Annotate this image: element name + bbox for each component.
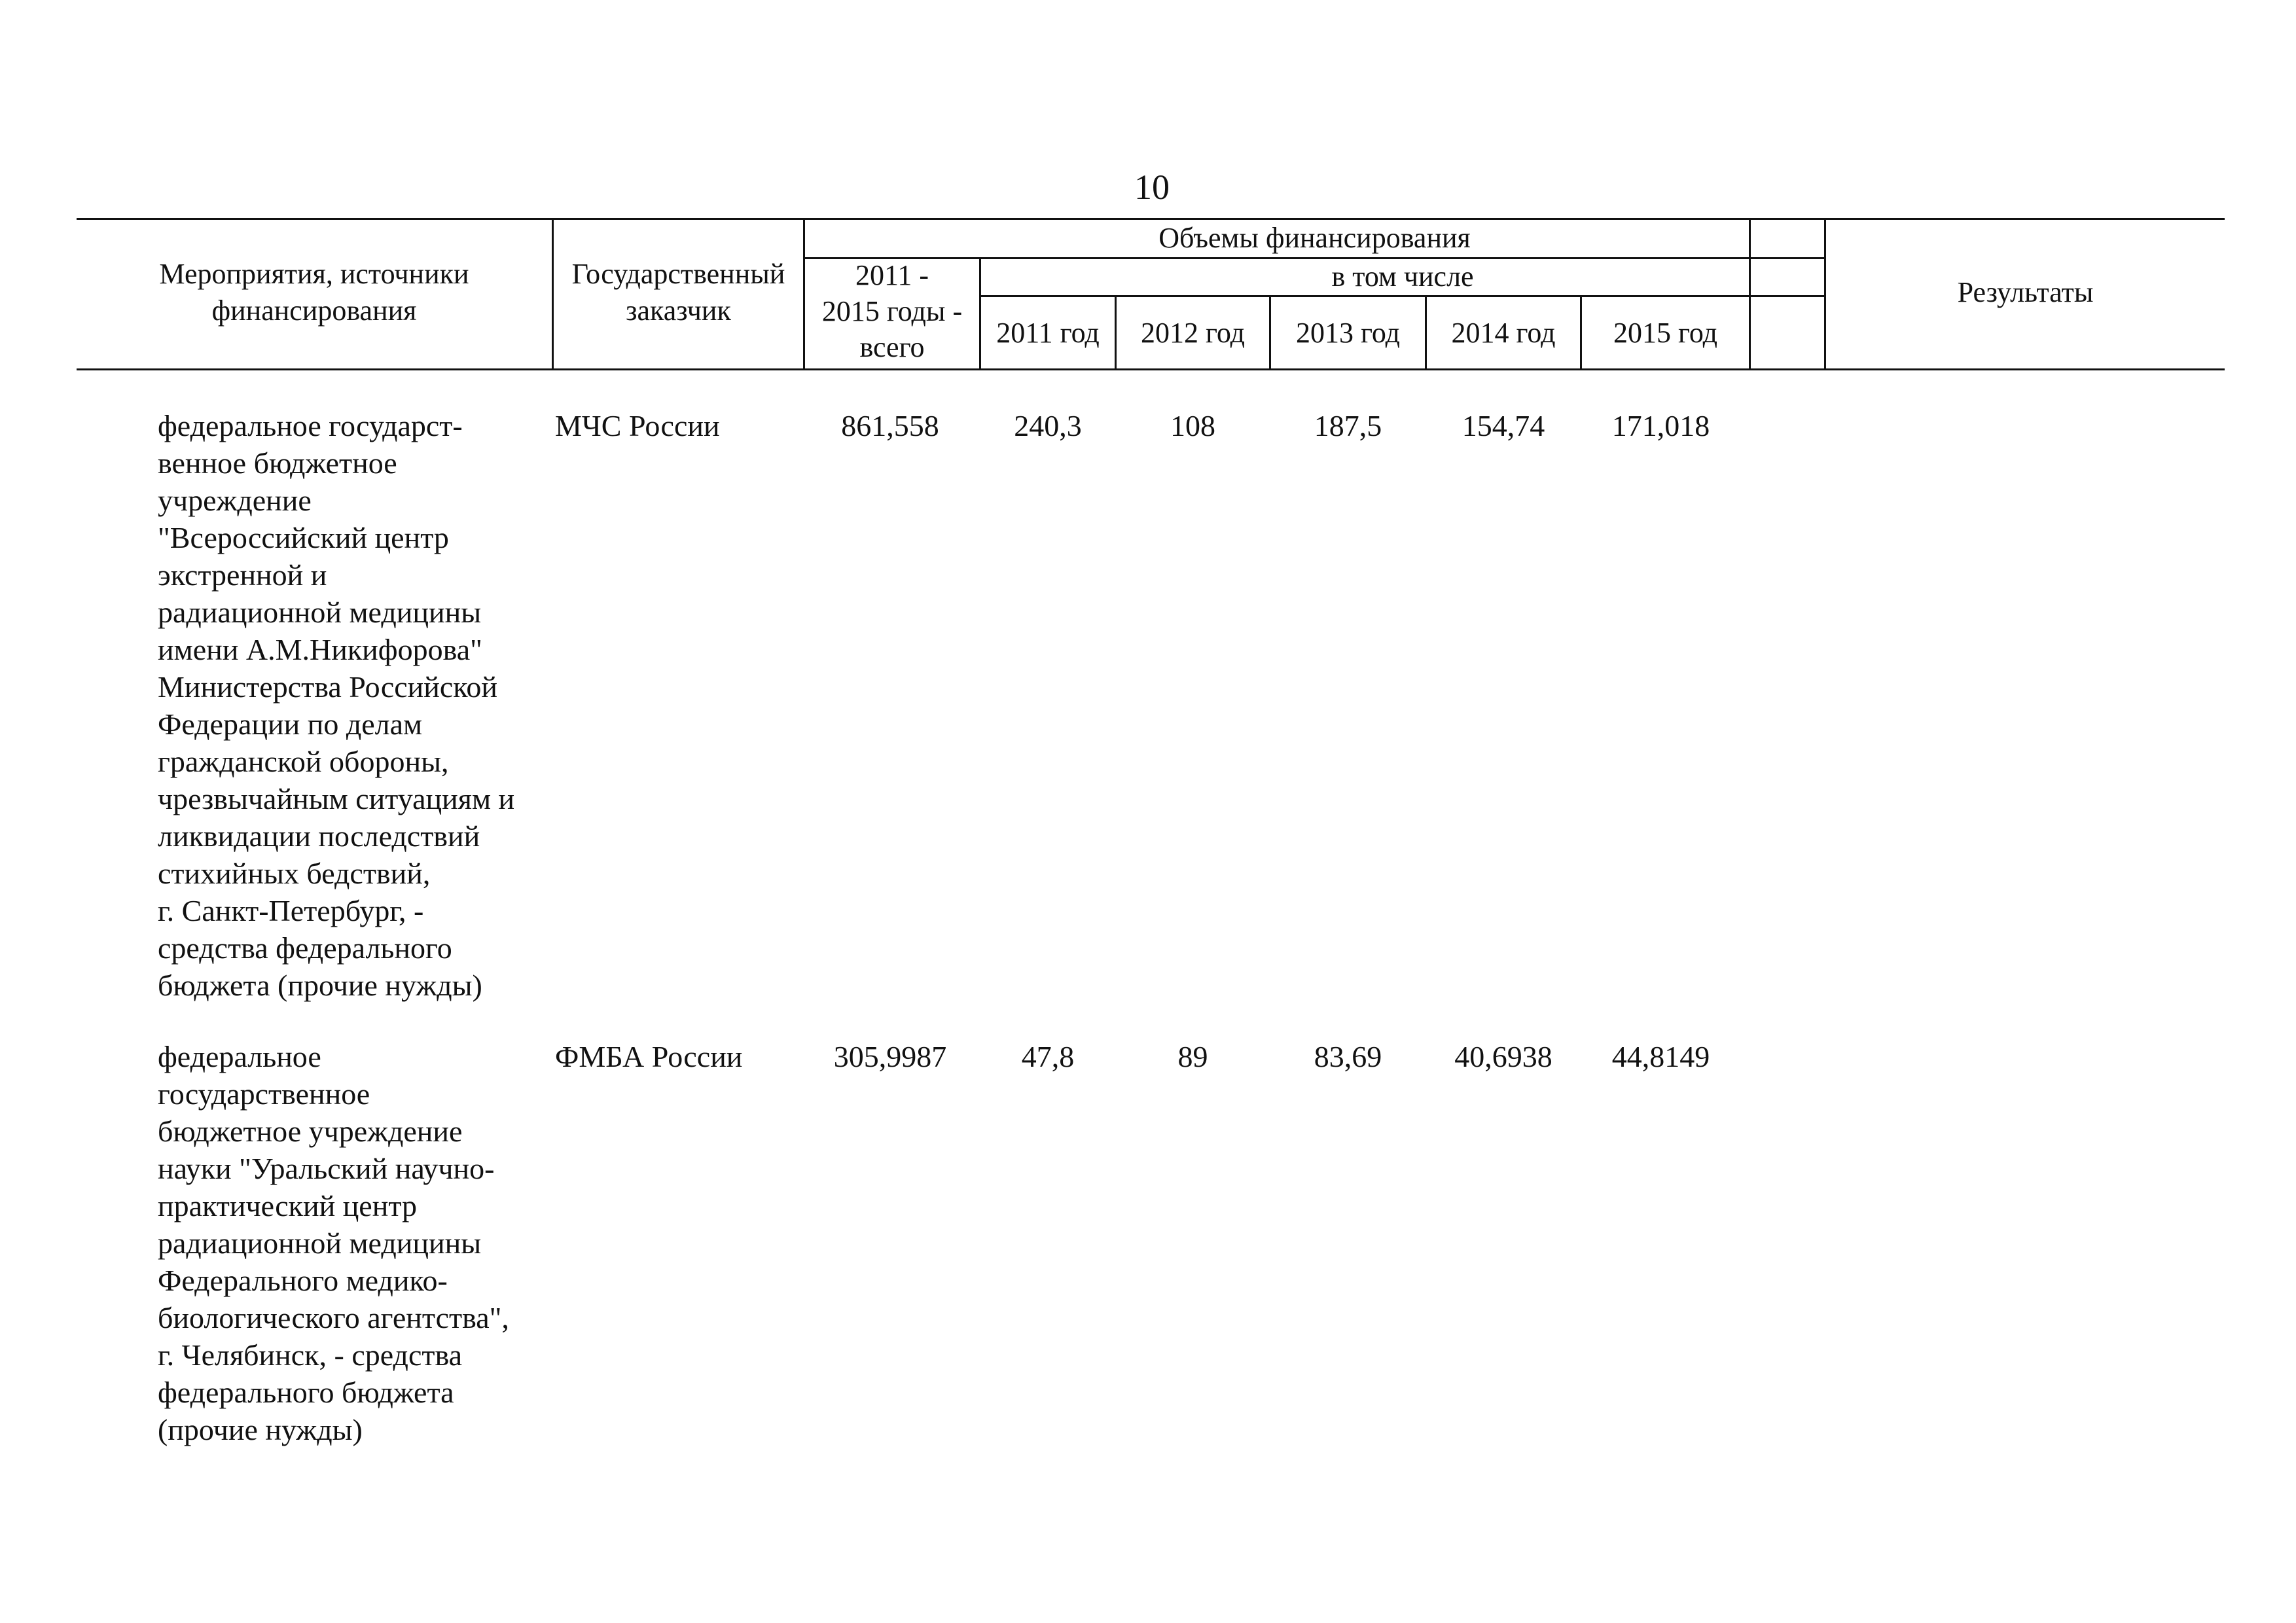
header-year-2012: 2012 год [1140, 317, 1246, 349]
header-year-2013: 2013 год [1295, 317, 1401, 349]
header-bottom-rule [77, 368, 2225, 370]
description-line: средства федерального [158, 931, 452, 965]
table-header [77, 218, 2225, 370]
header-total-line: 2015 годы - [821, 295, 963, 327]
table-row [0, 407, 2296, 1009]
header-customer [554, 256, 803, 329]
years-divider-rule [979, 295, 1826, 297]
page-number: 10 [1134, 168, 1170, 207]
description-line: государственное [158, 1077, 370, 1111]
description-line: г. Санкт-Петербург, - [158, 894, 424, 927]
description-line: федеральное [158, 1040, 321, 1073]
description-line: гражданской обороны, [158, 745, 449, 778]
description-line: бюджетное учреждение [158, 1115, 463, 1148]
row-description [158, 407, 514, 1004]
header-total-line: всего [859, 331, 925, 363]
row-value-2013: 83,69 [1314, 1040, 1382, 1073]
description-line: чрезвычайным ситуациям и [158, 782, 515, 815]
description-line: федерального бюджета [158, 1376, 454, 1409]
header-results: Результаты [1957, 276, 2094, 308]
description-line: практический центр [158, 1189, 418, 1222]
header-funding-volume: Объемы финансирования [1158, 222, 1471, 254]
description-line: радиационной медицины [158, 1226, 482, 1260]
row-value-2015: 171,018 [1611, 409, 1710, 442]
row-value-2012: 108 [1170, 409, 1215, 442]
description-line: стихийных бедствий, [158, 857, 431, 890]
description-line: г. Челябинск, - средства [158, 1338, 463, 1372]
row-customer: МЧС России [555, 409, 720, 442]
row-value-2014: 154,74 [1462, 409, 1545, 442]
header-total-line: 2011 - [855, 259, 929, 291]
description-line: ликвидации последствий [158, 819, 480, 853]
description-line: венное бюджетное [158, 446, 397, 480]
row-total: 305,9987 [833, 1040, 947, 1073]
description-line: (прочие нужды) [158, 1413, 363, 1446]
row-value-2015: 44,8149 [1611, 1040, 1710, 1073]
table-row [0, 1038, 2296, 1457]
header-activities-line: финансирования [211, 294, 417, 327]
header-activities-line: Мероприятия, источники [159, 258, 469, 290]
row-value-2013: 187,5 [1314, 409, 1382, 442]
header-customer-line: Государственный [571, 258, 785, 290]
col-divider-2015 [1749, 295, 1751, 370]
description-line: Федерального медико- [158, 1264, 448, 1297]
description-line: экстренной и [158, 558, 327, 592]
description-line: науки "Уральский научно- [158, 1152, 495, 1185]
description-line: имени А.М.Никифорова" [158, 633, 482, 666]
row-value-2011: 240,3 [1014, 409, 1082, 442]
row-total: 861,558 [841, 409, 939, 442]
header-including: в том числе [1331, 260, 1474, 293]
row-value-2012: 89 [1177, 1040, 1208, 1073]
header-activities [77, 256, 552, 329]
header-customer-line: заказчик [626, 294, 731, 327]
row-value-2014: 40,6938 [1454, 1040, 1552, 1073]
description-line: биологического агентства", [158, 1301, 509, 1334]
row-customer: ФМБА России [555, 1040, 743, 1073]
row-description [158, 1038, 509, 1448]
header-year-2011: 2011 год [996, 317, 1100, 349]
description-line: федеральное государст- [158, 409, 463, 442]
header-year-2015: 2015 год [1613, 317, 1718, 349]
description-line: Федерации по делам [158, 707, 423, 741]
header-year-2014: 2014 год [1451, 317, 1556, 349]
header-total [805, 257, 979, 365]
description-line: Министерства Российской [158, 670, 497, 704]
description-line: "Всероссийский центр [158, 521, 449, 554]
description-line: радиационной медицины [158, 596, 482, 629]
description-line: бюджета (прочие нужды) [158, 969, 482, 1002]
description-line: учреждение [158, 484, 312, 517]
row-value-2011: 47,8 [1021, 1040, 1075, 1073]
